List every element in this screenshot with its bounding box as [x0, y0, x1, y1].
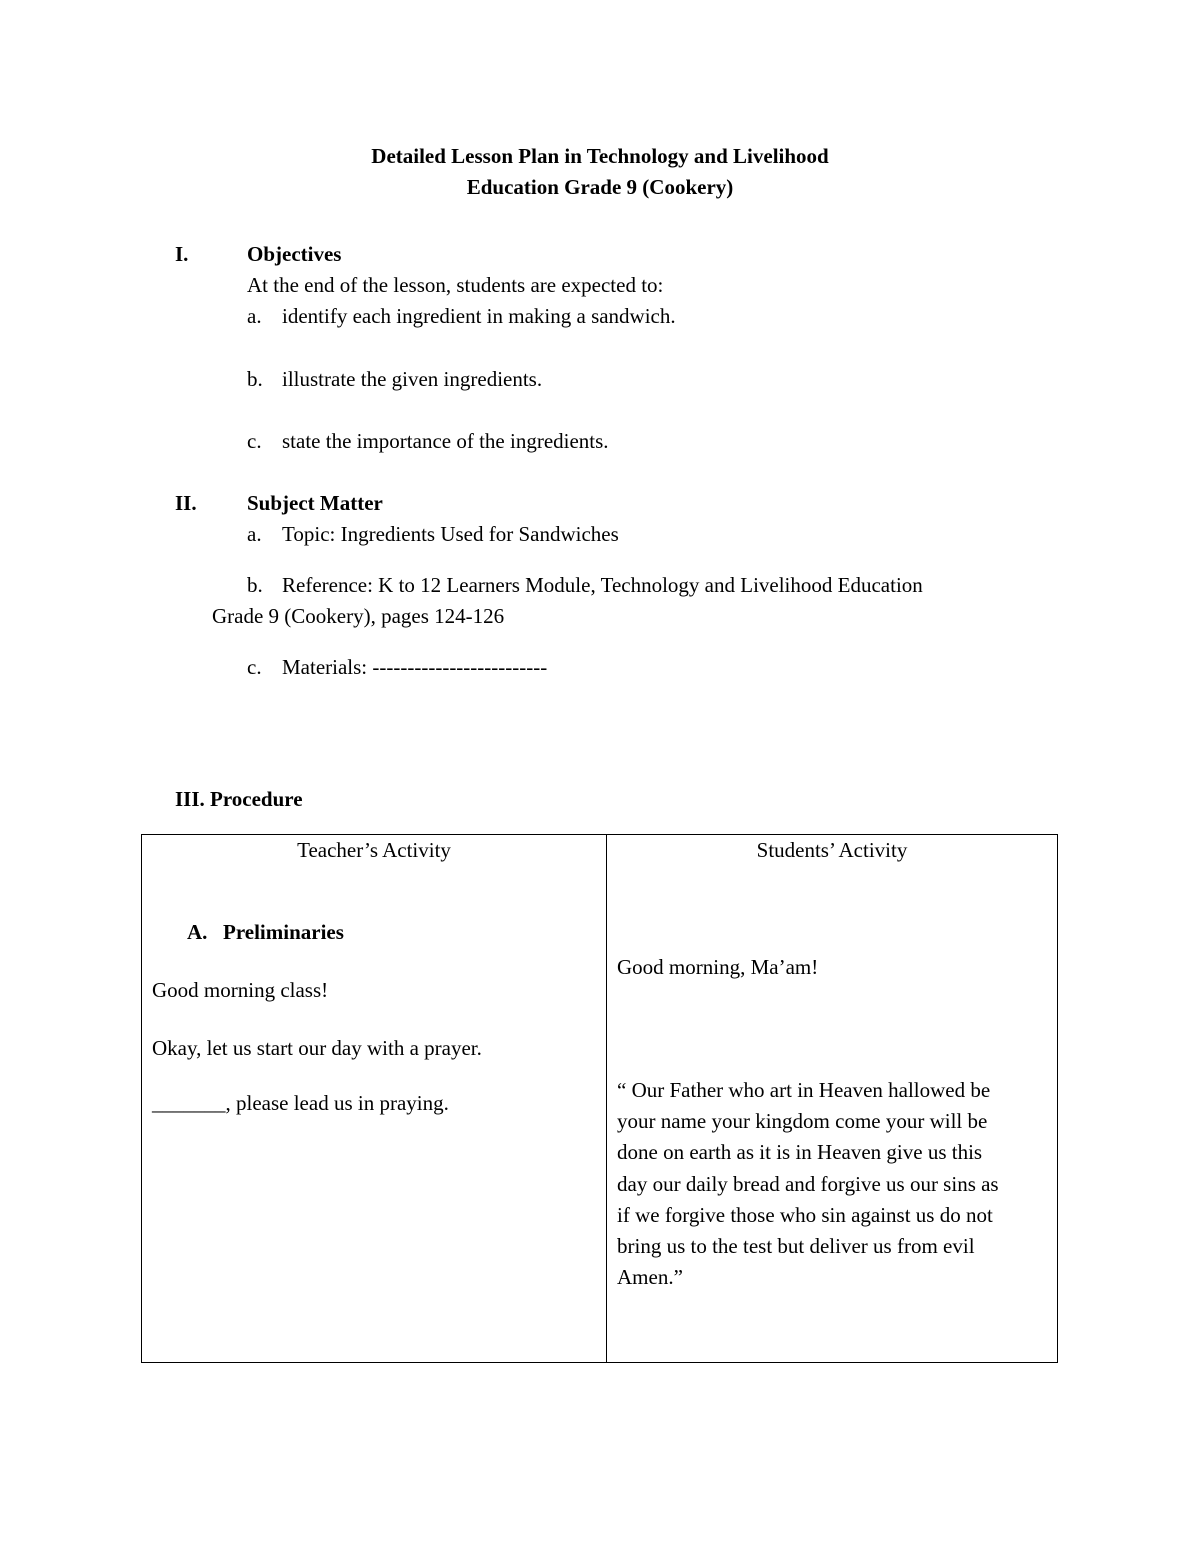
- preliminaries-marker: A.: [187, 920, 208, 944]
- objectives-heading: Objectives: [247, 242, 342, 266]
- student-prayer: [617, 1075, 1057, 1293]
- document-title-line-2: Education Grade 9 (Cookery): [466, 175, 734, 199]
- reference-marker: b.: [247, 573, 263, 597]
- document-title-line-1: Detailed Lesson Plan in Technology and Livelihood: [371, 144, 829, 168]
- prayer-line: Amen.”: [617, 1265, 683, 1290]
- objective-marker: c.: [247, 429, 262, 453]
- objective-item: state the importance of the ingredients.: [282, 429, 609, 453]
- topic-marker: a.: [247, 522, 262, 546]
- prayer-line: your name your kingdom come your will be: [617, 1109, 988, 1134]
- objective-item: identify each ingredient in making a sandwich.: [282, 304, 676, 328]
- teacher-activity-header: Teacher’s Activity: [297, 838, 451, 862]
- prayer-line: “ Our Father who art in Heaven hallowed be: [617, 1078, 991, 1102]
- objective-marker: b.: [247, 367, 263, 391]
- prayer-line: day our daily bread and forgive us our sins as: [617, 1171, 999, 1196]
- prayer-line: done on earth as it is in Heaven give us this: [617, 1140, 983, 1165]
- teacher-line: Good morning class!: [152, 978, 329, 1002]
- objective-marker: a.: [247, 304, 262, 328]
- topic-text: Topic: Ingredients Used for Sandwiches: [282, 522, 619, 546]
- objective-item: illustrate the given ingredients.: [282, 367, 543, 391]
- procedure-table: [141, 834, 1058, 1363]
- materials-text: Materials: -------------------------: [282, 655, 548, 679]
- materials-marker: c.: [247, 655, 262, 679]
- prayer-line: bring us to the test but deliver us from evil: [617, 1234, 975, 1259]
- objectives-numeral: I.: [175, 242, 189, 266]
- reference-text-line-2: Grade 9 (Cookery), pages 124-126: [212, 604, 505, 628]
- objectives-intro: At the end of the lesson, students are expected to:: [247, 273, 664, 297]
- table-column-divider: [606, 835, 607, 1362]
- subject-matter-heading: Subject Matter: [247, 491, 383, 515]
- prayer-line: if we forgive those who sin against us do not: [617, 1202, 993, 1227]
- preliminaries-heading: Preliminaries: [223, 920, 344, 944]
- subject-matter-numeral: II.: [175, 491, 197, 515]
- student-greeting: Good morning, Ma’am!: [617, 955, 819, 979]
- teacher-line: _______, please lead us in praying.: [152, 1091, 449, 1115]
- reference-text-line-1: Reference: K to 12 Learners Module, Technology and Livelihood Education: [282, 573, 923, 597]
- procedure-heading: III. Procedure: [175, 787, 303, 811]
- students-activity-header: Students’ Activity: [756, 838, 908, 862]
- teacher-line: Okay, let us start our day with a prayer.: [152, 1036, 482, 1060]
